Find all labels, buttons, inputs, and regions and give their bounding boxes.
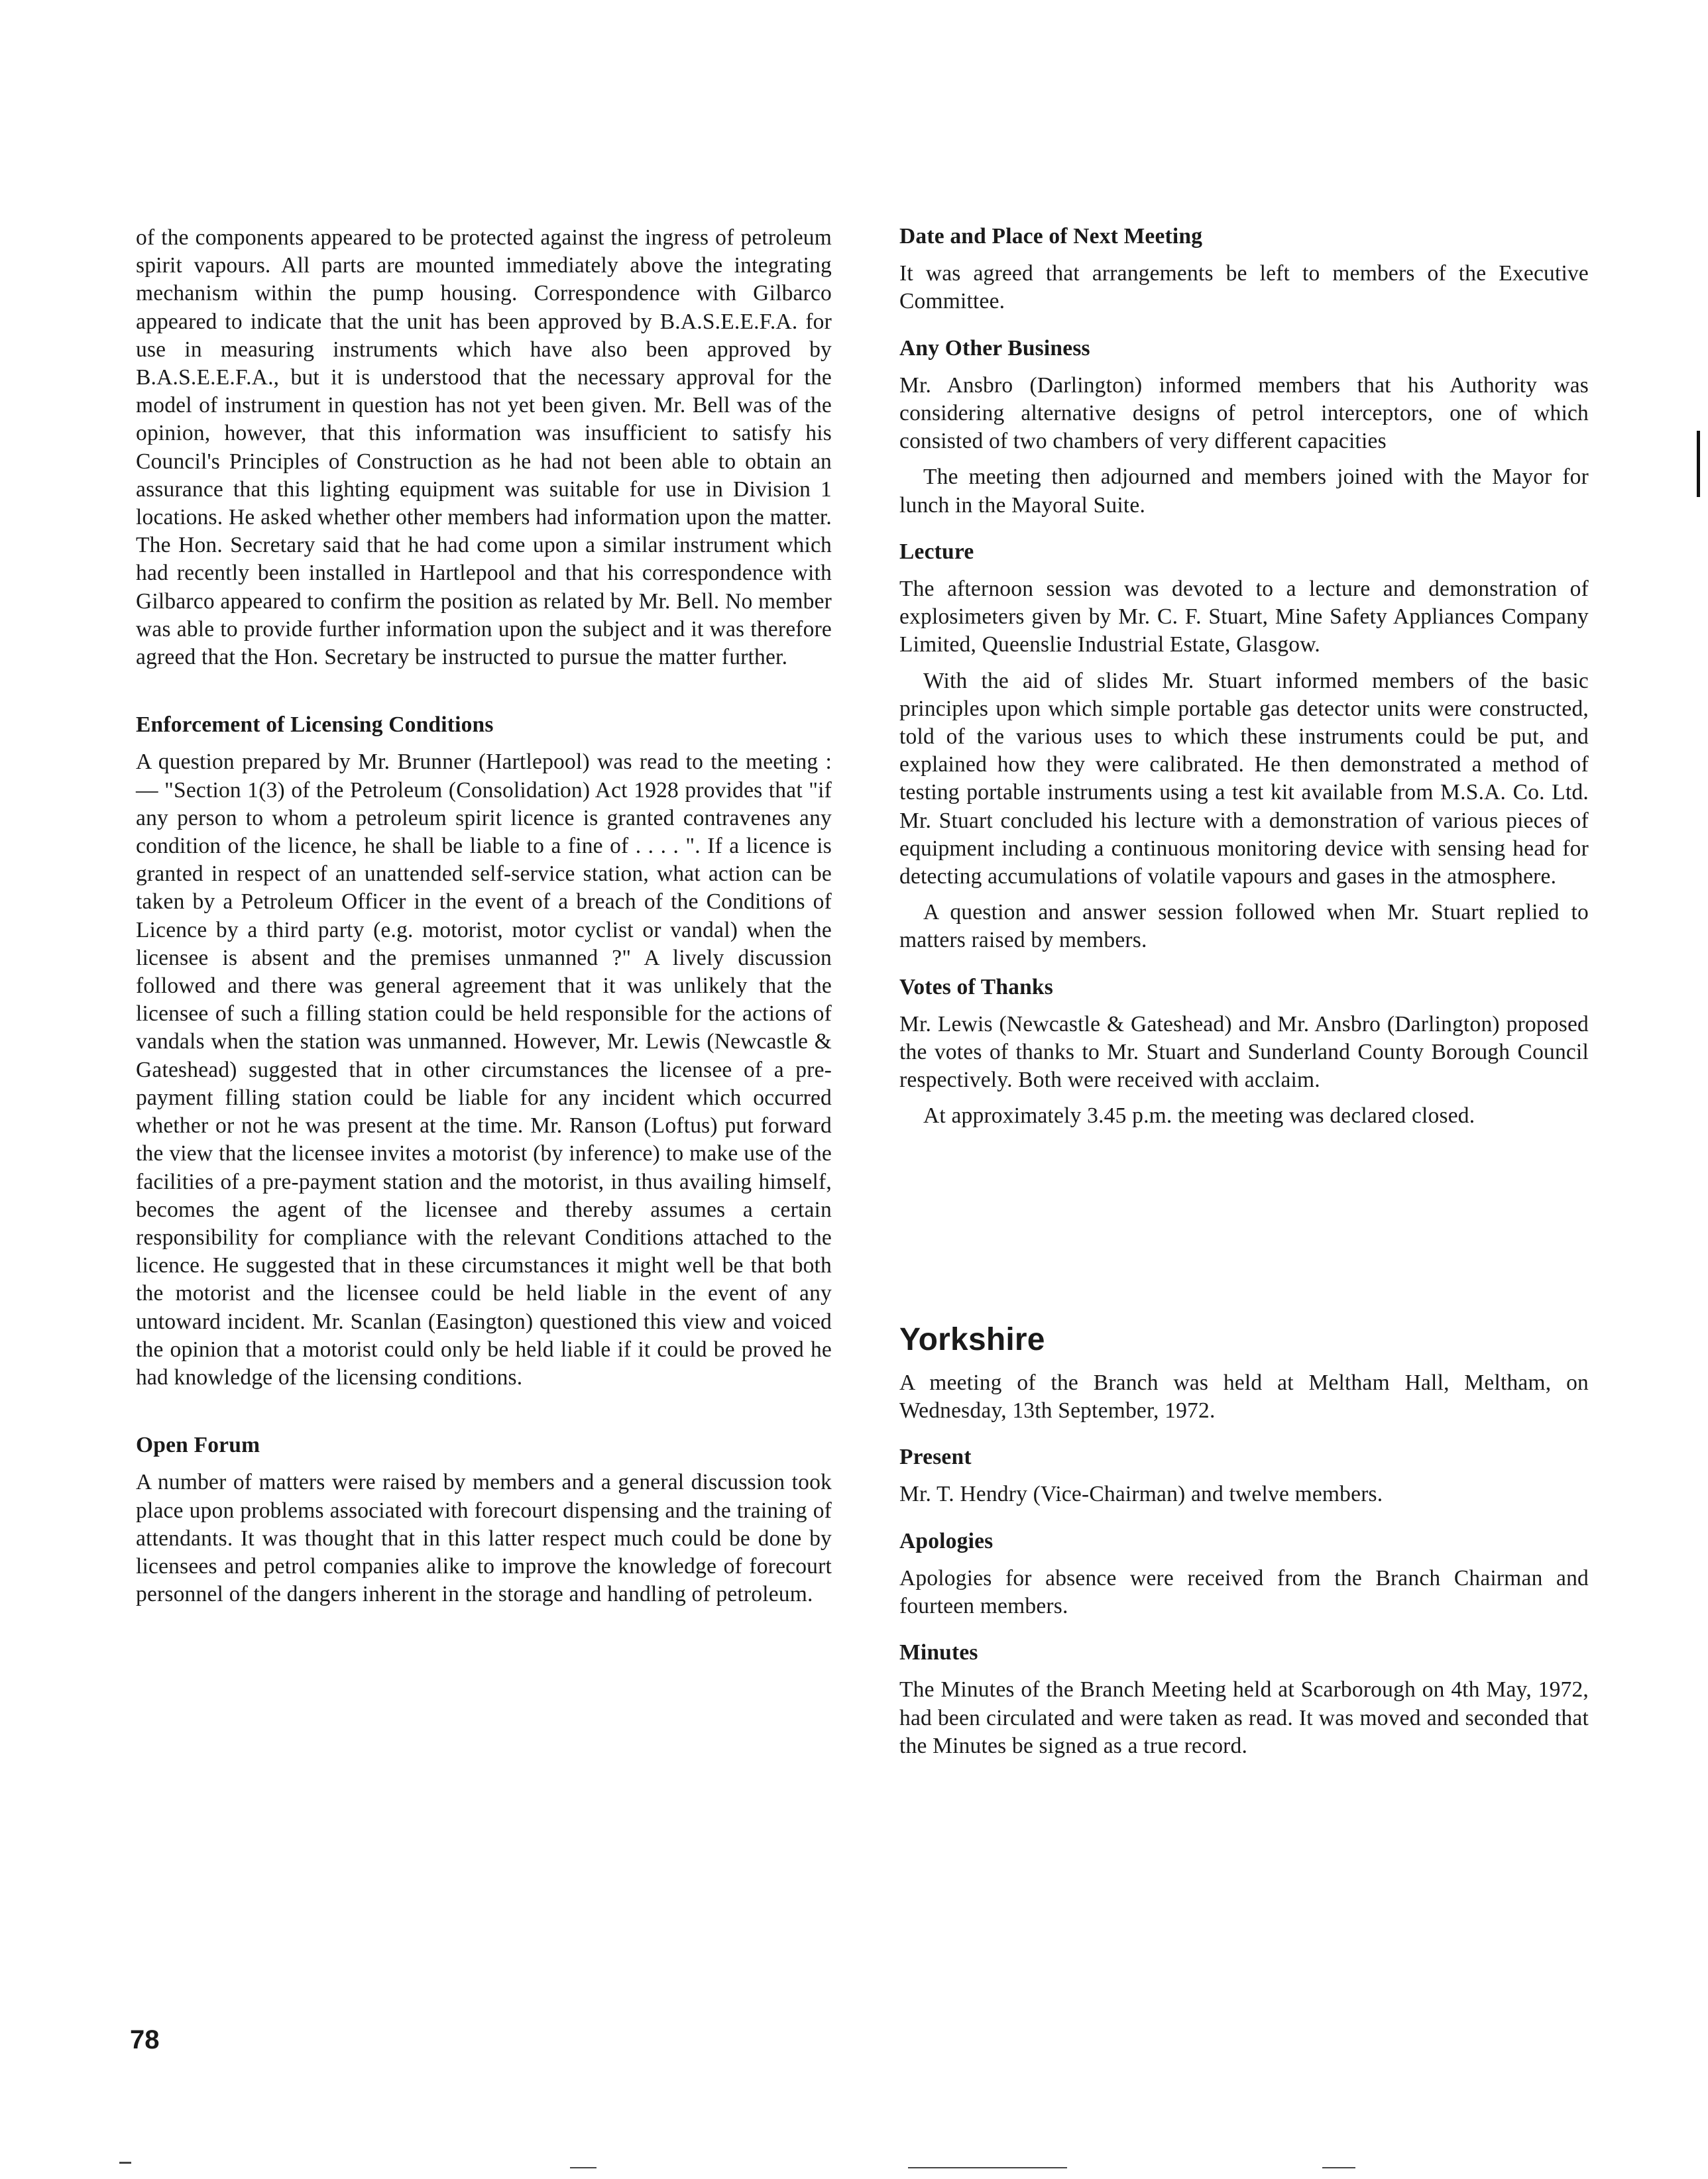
yorkshire-intro: A meeting of the Branch was held at Meltham Hall, Meltham, on Wednesday, 13th September, 1972.: [899, 1370, 1589, 1423]
present-heading: Present: [899, 1445, 972, 1470]
minutes-heading: Minutes: [899, 1640, 978, 1665]
left-column: [136, 224, 832, 1608]
adjournment-paragraph: The meeting then adjourned and members joined with the Mayor for lunch in the Mayoral Suite.: [899, 465, 1589, 518]
open-forum-body: A number of matters were raised by members and a general discussion took place upon problems associated with forecourt dispensing and the training of attendants. It was thought that in this latter respect much could be done by licensees and petrol companies alike to improve the knowledge of forecourt personnel of the dangers inherent in the storage and handling of petroleum.: [136, 1470, 832, 1607]
open-forum-heading: Open Forum: [136, 1433, 260, 1458]
next-meeting-heading: Date and Place of Next Meeting: [899, 224, 1203, 249]
lecture-heading: Lecture: [899, 539, 974, 564]
scan-artifact: [570, 2167, 597, 2168]
present-body: Mr. T. Hendry (Vice-Chairman) and twelve members.: [899, 1482, 1383, 1507]
scan-artifact: [1322, 2167, 1355, 2168]
lecture-qa: A question and answer session followed when Mr. Stuart replied to matters raised by members.: [899, 900, 1589, 953]
lecture-body: With the aid of slides Mr. Stuart informed members of the basic principles upon which simple portable gas detector units were constructed, told of the various uses to which these instruments could be put, and explained how they were calibrated. He then demonstrated a method of testing portable instruments using a test kit available from M.S.A. Co. Ltd. Mr. Stuart concluded his lecture with a demonstration of various pieces of equipment including a continuous monitoring device with sensing head for detecting accumulations of volatile vapours and gases in the atmosphere.: [899, 668, 1589, 889]
scan-artifact: [119, 2162, 131, 2164]
votes-body: Mr. Lewis (Newcastle & Gateshead) and Mr. Ansbro (Darlington) proposed the votes of thanks to Mr. Stuart and Sunderland County Borough Council respectively. Both were received with acclaim.: [899, 1011, 1589, 1093]
yorkshire-title: Yorkshire: [899, 1321, 1045, 1357]
scan-artifact: [908, 2167, 1067, 2168]
right-column: [899, 223, 1589, 1760]
enforcement-heading: Enforcement of Licensing Conditions: [136, 712, 494, 738]
votes-heading: Votes of Thanks: [899, 974, 1054, 999]
intro-paragraph: of the components appeared to be protected against the ingress of petroleum spirit vapours. All parts are mounted immediately above the integrating mechanism within the pump housing. Correspondence with Gilbarco appeared to indicate that the unit has been approved by B.A.S.E.E.F.A. for use in measuring instruments which have also been approved by B.A.S.E.E.F.A., but it is understood that the necessary approval for the model of instrument in question has not yet been given. Mr. Bell was of the opinion, however, that this information was insufficient to satisfy his Council's Principles of Construction as he had not been able to obtain an assurance that this lighting equipment was suitable for use in Division 1 locations. He asked whether other members had information upon the matter. The Hon. Secretary said that he had come upon a similar instrument which had recently been installed in Hartlepool and that his correspondence with Gilbarco appeared to confirm the position as related by Mr. Bell. No member was able to provide further information upon the subject and it was therefore agreed that the Hon. Secretary be instructed to pursue the matter further.: [136, 225, 832, 670]
lecture-intro: The afternoon session was devoted to a lecture and demonstration of explosimeters given by Mr. C. F. Stuart, Mine Safety Appliances Company Limited, Queenslie Industrial Estate, Glasgow.: [899, 577, 1589, 657]
meeting-closed: At approximately 3.45 p.m. the meeting was declared closed.: [923, 1103, 1475, 1129]
apologies-heading: Apologies: [899, 1528, 994, 1553]
apologies-body: Apologies for absence were received from the Branch Chairman and fourteen members.: [899, 1565, 1589, 1618]
margin-mark: [1697, 431, 1700, 497]
minutes-body: The Minutes of the Branch Meeting held at Scarborough on 4th May, 1972, had been circulated and were taken as read. It was moved and seconded that the Minutes be signed as a true record.: [899, 1677, 1589, 1758]
page-number: 78: [130, 2025, 160, 2054]
other-business-body: Mr. Ansbro (Darlington) informed members that his Authority was considering alternative designs of petrol interceptors, one of which consisted of two chambers of very different capacities: [899, 372, 1589, 454]
other-business-heading: Any Other Business: [899, 335, 1090, 361]
enforcement-body: A question prepared by Mr. Brunner (Hartlepool) was read to the meeting :— "Section 1(3) of the Petroleum (Consolidation) Act 1928 provides that "if any person to whom a petroleum spirit licence is granted contravenes any condition of the licence, he shall be liable to a fine of . . . . ". If a licence is granted in respect of an unattended self-service station, what action can be taken by a Petroleum Officer in the event of a breach of the Conditions of Licence by a third party (e.g. motorist, motor cyclist or vandal) when the licensee is absent and the premises unmanned ?" A lively discussion followed and there was general agreement that it was unlikely that the licensee of such a filling station could be held responsible for the actions of vandals when the station was unmanned. However, Mr. Lewis (Newcastle & Gateshead) suggested that in other circumstances the licensee of a pre-payment filling station could be liable for any incident which occurred whether or not he was present at the time. Mr. Ranson (Loftus) put forward the view that the licensee invites a motorist (by inference) to make use of the facilities of a pre-payment station and the motorist, in thus availing himself, becomes the agent of the licensee and thereby assumes a certain responsibility for compliance with the relevant Conditions attached to the licence. He suggested that in these circumstances it might well be that both the motorist and the licensee could be held liable in the event of any untoward incident. Mr. Scanlan (Easington) questioned this view and voiced the opinion that a motorist could only be held liable if it could be proved he had knowledge of the licensing conditions.: [136, 750, 832, 1390]
next-meeting-body: It was agreed that arrangements be left to members of the Executive Committee.: [899, 261, 1589, 314]
